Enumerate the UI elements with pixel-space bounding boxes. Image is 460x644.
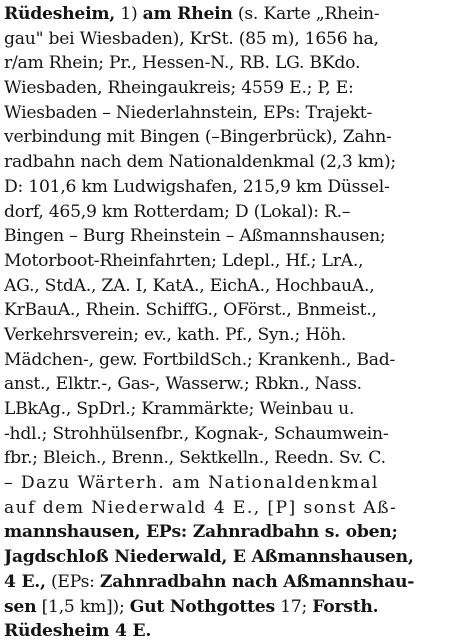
entry-line bbox=[4, 471, 457, 496]
entry-line bbox=[4, 175, 457, 200]
entry-bold-text: am Rhein bbox=[142, 4, 233, 24]
entry-bold-text: Forsth. bbox=[312, 596, 379, 617]
entry-line bbox=[4, 249, 457, 274]
entry-bold-text: Rüdesheim 4 E. bbox=[4, 621, 152, 642]
entry-text: radbahn nach dem Nationaldenkmal (2,3 km); bbox=[4, 152, 396, 173]
entry-text: [1,5 km]); bbox=[36, 596, 130, 617]
entry-text: Bingen – Burg Rheinstein – Aßmannshausen; bbox=[4, 226, 386, 247]
entry-text: Wiesbaden, Rheingaukreis; 4559 E.; P, E: bbox=[4, 78, 354, 99]
entry-line bbox=[4, 595, 457, 620]
entry-text: anst., Elktr.-, Gas-, Wasserw.; Rbkn., Nass. bbox=[4, 374, 362, 395]
entry-line bbox=[4, 76, 457, 101]
entry-line bbox=[4, 323, 457, 348]
entry-bold-text: EPs: bbox=[140, 522, 193, 543]
entry-line bbox=[4, 298, 457, 323]
entry-text: Motorboot-Rheinfahrten; Ldepl., Hf.; LrA., bbox=[4, 250, 364, 271]
entry-line bbox=[4, 101, 457, 126]
entry-text: 17; bbox=[274, 596, 313, 617]
entry-text: – Dazu Wärterh. am Nationaldenkmal bbox=[4, 473, 379, 494]
entry-line bbox=[4, 51, 457, 76]
entry-text: auf dem Niederwald 4 E., [P] sonst Aß- bbox=[4, 497, 398, 518]
entry-line bbox=[4, 27, 457, 52]
entry-text: KrBauA., Rhein. SchiffG., OFörst., Bnmeist., bbox=[4, 300, 377, 321]
entry-text: AG., StdA., ZA. I, KatA., EichA., HochbauA., bbox=[4, 275, 375, 296]
entry-line bbox=[4, 2, 457, 27]
entry-text: Verkehrsverein; ev., kath. Pf., Syn.; Höh. bbox=[4, 324, 347, 345]
entry-line bbox=[4, 274, 457, 299]
entry-bold-text: Jagdschloß Niederwald, bbox=[4, 547, 228, 568]
entry-bold-text: Zahnradbahn s. oben; bbox=[192, 522, 398, 543]
entry-text: (EPs: bbox=[45, 571, 100, 592]
entry-line bbox=[4, 446, 457, 471]
entry-line bbox=[4, 150, 457, 175]
entry-text: 1) bbox=[115, 4, 143, 24]
entry-text: dorf, 465,9 km Rotterdam; D (Lokal): R.– bbox=[4, 201, 351, 222]
entry-text: (s. Karte „Rhein- bbox=[232, 4, 380, 24]
entry-line bbox=[4, 372, 457, 397]
entry-text: LBkAg., SpDrl.; Krammärkte; Weinbau u. bbox=[4, 399, 355, 419]
entry-line bbox=[4, 520, 457, 545]
entry-bold-text: E Aßmannshausen, bbox=[227, 547, 414, 568]
entry-text: Wiesbaden – Niederlahnstein, EPs: Trajekt- bbox=[4, 102, 373, 123]
entry-line bbox=[4, 496, 457, 521]
entry-line bbox=[4, 397, 457, 422]
entry-bold-text: Gut Nothgottes bbox=[129, 596, 275, 617]
entry-line bbox=[4, 570, 457, 595]
entry-line bbox=[4, 125, 457, 150]
entry-text: gau" bei Wiesbaden), KrSt. (85 m), 1656 ha, bbox=[4, 28, 379, 49]
entry-text: -hdl.; Strohhülsenfbr., Kognak-, Schaumwein- bbox=[4, 423, 389, 444]
entry-bold-text: Zahnradbahn nach Aßmannshau- bbox=[99, 571, 415, 592]
entry-line bbox=[4, 422, 457, 447]
entry-bold-text: 4 E., bbox=[4, 571, 46, 592]
entry-line bbox=[4, 224, 457, 249]
entry-line bbox=[4, 200, 457, 225]
entry-text: fbr.; Bleich., Brenn., Sektkelln., Reedn. Sv. C. bbox=[4, 448, 386, 469]
entry-bold-text: sen bbox=[4, 596, 37, 617]
entry-text: Mädchen-, gew. FortbildSch.; Krankenh., Bad- bbox=[4, 349, 396, 370]
entry-text: verbindung mit Bingen (–Bingerbrück), Zahn- bbox=[4, 127, 392, 148]
entry-text: D: 101,6 km Ludwigshafen, 215,9 km Düssel- bbox=[4, 176, 390, 197]
entry-bold-text: mannshausen, bbox=[4, 522, 141, 543]
entry-line bbox=[4, 545, 457, 570]
entry-bold-text: Rüdesheim, bbox=[4, 4, 116, 24]
entry-line bbox=[4, 619, 457, 644]
entry-line bbox=[4, 348, 457, 373]
entry-text: r/am Rhein; Pr., Hessen-N., RB. LG. BKdo. bbox=[4, 53, 361, 74]
